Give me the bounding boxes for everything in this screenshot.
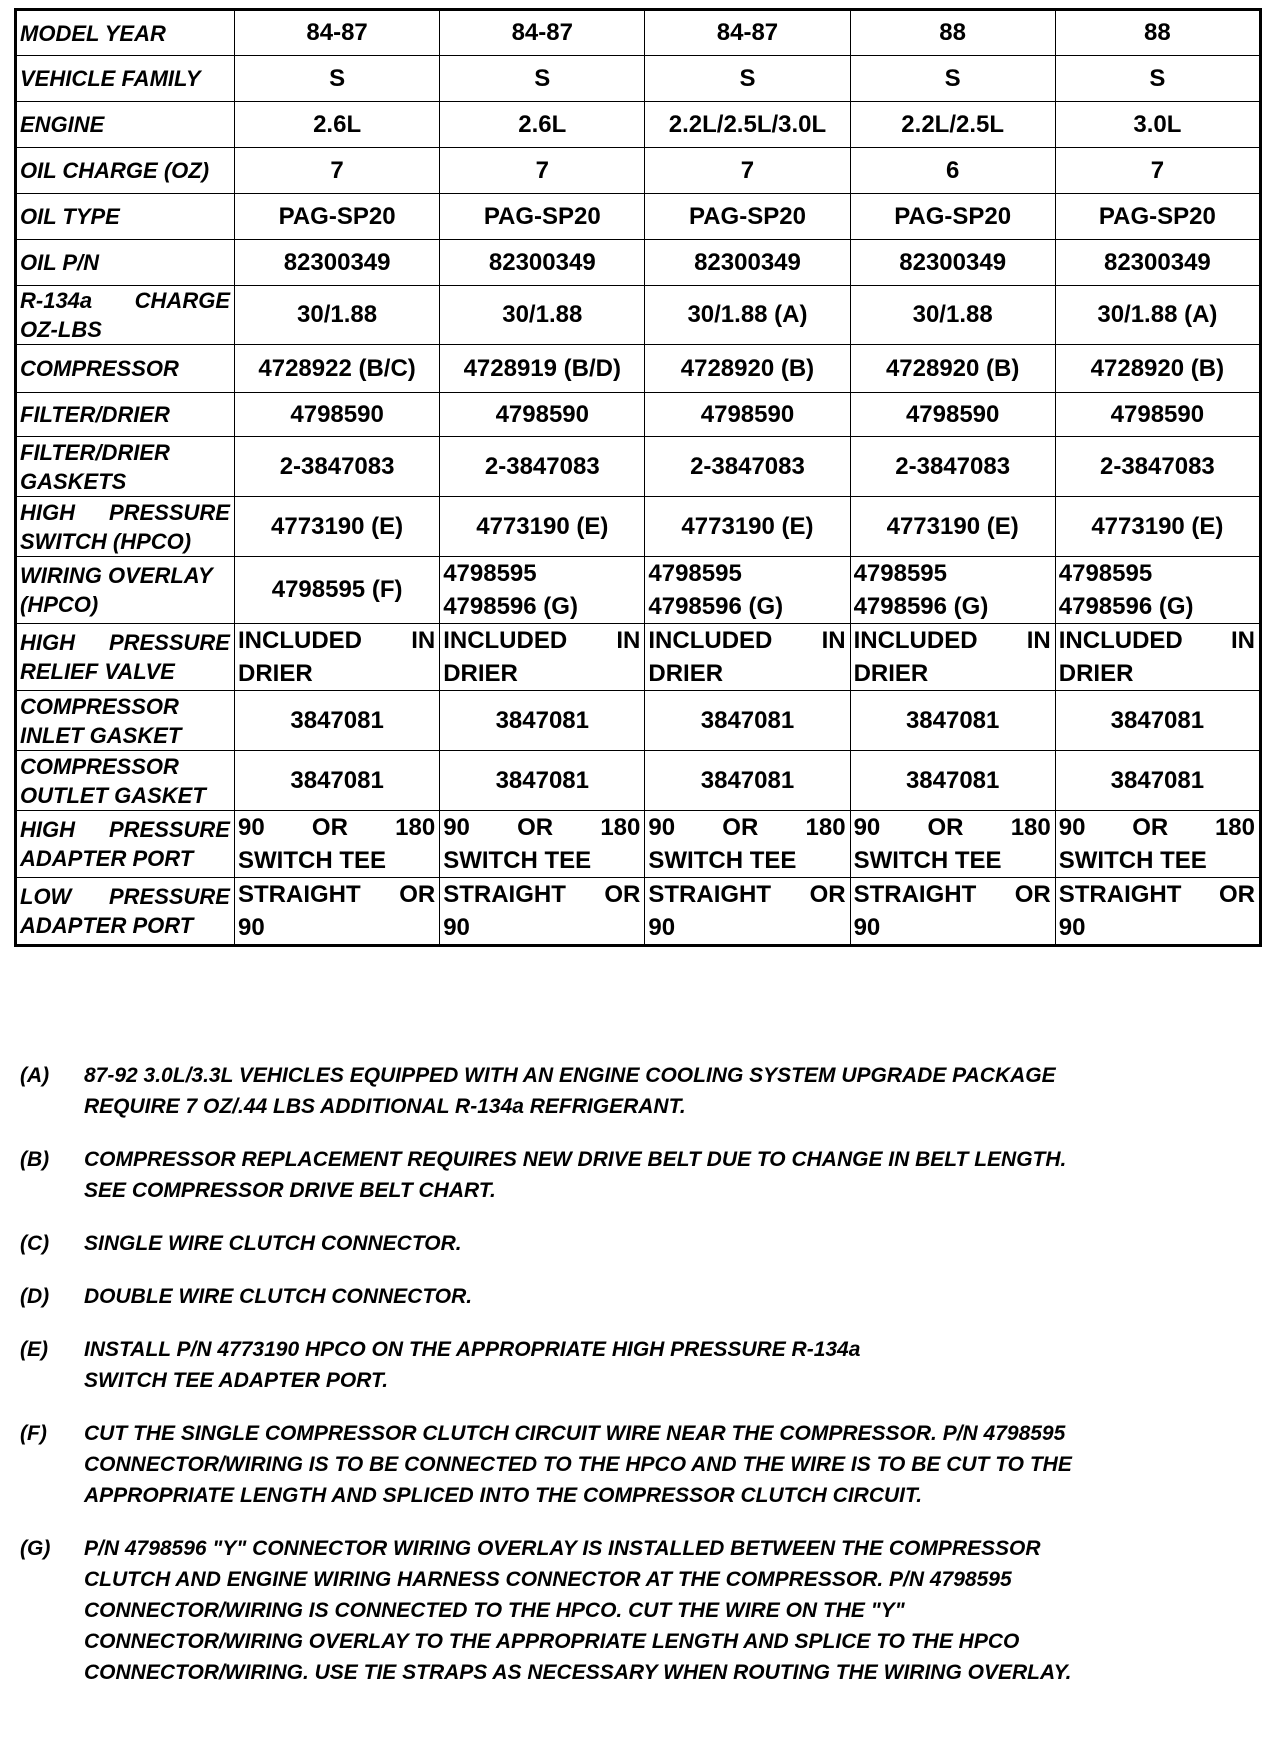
- footnote-key: (G): [20, 1537, 51, 1560]
- table-row-model-year: [16, 10, 1261, 56]
- table-cell: 4798590: [440, 393, 645, 437]
- table-cell: STRAIGHT OR 90: [440, 878, 645, 946]
- table-cell: 3847081: [440, 691, 645, 751]
- table-cell: 90 OR 180 SWITCH TEE: [1055, 811, 1260, 878]
- footnote-line: 87-92 3.0L/3.3L VEHICLES EQUIPPED WITH AN ENGINE COOLING SYSTEM UPGRADE PACKAGE: [84, 1064, 1056, 1087]
- table-cell: 2.6L: [440, 102, 645, 148]
- table-row-filter-drier-gaskets: [16, 437, 1261, 497]
- footnote-line: CUT THE SINGLE COMPRESSOR CLUTCH CIRCUIT WIRE NEAR THE COMPRESSOR. P/N 4798595: [84, 1422, 1066, 1445]
- table-cell: 88: [1055, 10, 1260, 56]
- table-cell: PAG-SP20: [1055, 194, 1260, 240]
- table-cell: STRAIGHT OR 90: [1055, 878, 1260, 946]
- table-cell: 4798595 4798596 (G): [1055, 557, 1260, 624]
- row-label: R-134a CHARGE OZ-LBS: [16, 286, 235, 345]
- footnote-line: CONNECTOR/WIRING IS TO BE CONNECTED TO THE HPCO AND THE WIRE IS TO BE CUT TO THE: [84, 1453, 1072, 1476]
- table-row-high-pressure-adapter-port: [16, 811, 1261, 878]
- footnote-text: [84, 1060, 1260, 1122]
- table-cell: 4728919 (B/D): [440, 345, 645, 393]
- footnote-key: (E): [20, 1338, 48, 1361]
- table-cell: 30/1.88: [850, 286, 1055, 345]
- table-cell: 4728922 (B/C): [235, 345, 440, 393]
- table-cell: 84-87: [440, 10, 645, 56]
- ac-spec-table: [14, 8, 1262, 947]
- table-row-filter-drier: [16, 393, 1261, 437]
- footnote-key: (A): [20, 1064, 50, 1087]
- table-cell: 6: [850, 148, 1055, 194]
- table-cell: 82300349: [850, 240, 1055, 286]
- table-cell: STRAIGHT OR 90: [645, 878, 850, 946]
- footnote-line: SINGLE WIRE CLUTCH CONNECTOR.: [84, 1232, 462, 1255]
- table-cell: 3.0L: [1055, 102, 1260, 148]
- table-row-vehicle-family: [16, 56, 1261, 102]
- table-cell: 90 OR 180 SWITCH TEE: [850, 811, 1055, 878]
- table-cell: 84-87: [645, 10, 850, 56]
- table-cell: S: [440, 56, 645, 102]
- table-cell: PAG-SP20: [440, 194, 645, 240]
- table-cell: 3847081: [1055, 691, 1260, 751]
- footnote-line: INSTALL P/N 4773190 HPCO ON THE APPROPRIATE HIGH PRESSURE R-134a: [84, 1338, 861, 1361]
- footnote-line: SWITCH TEE ADAPTER PORT.: [84, 1369, 389, 1392]
- footnote-key: (F): [20, 1422, 47, 1445]
- row-label: OIL CHARGE (OZ): [16, 148, 235, 194]
- table-cell: 4798595 4798596 (G): [850, 557, 1055, 624]
- footnote-c: [20, 1228, 1260, 1259]
- table-cell: INCLUDED IN DRIER: [850, 624, 1055, 691]
- row-label: LOW PRESSURE ADAPTER PORT: [16, 878, 235, 946]
- footnote-key: (D): [20, 1285, 50, 1308]
- footnote-e: [20, 1334, 1260, 1396]
- table-cell: 90 OR 180 SWITCH TEE: [440, 811, 645, 878]
- row-label: COMPRESSOR: [16, 345, 235, 393]
- table-cell: 2.2L/2.5L: [850, 102, 1055, 148]
- table-row-high-pressure-relief-valve: [16, 624, 1261, 691]
- footnote-text: [84, 1533, 1260, 1688]
- footnote-text: [84, 1144, 1260, 1206]
- table-cell: 30/1.88: [440, 286, 645, 345]
- table-cell: 90 OR 180 SWITCH TEE: [645, 811, 850, 878]
- table-cell: 4728920 (B): [645, 345, 850, 393]
- table-row-compressor: [16, 345, 1261, 393]
- footnote-line: CONNECTOR/WIRING OVERLAY TO THE APPROPRIATE LENGTH AND SPLICE TO THE HPCO: [84, 1630, 1020, 1653]
- footnote-line: COMPRESSOR REPLACEMENT REQUIRES NEW DRIVE BELT DUE TO CHANGE IN BELT LENGTH.: [84, 1148, 1067, 1171]
- table-cell: 2.6L: [235, 102, 440, 148]
- table-cell: 82300349: [440, 240, 645, 286]
- spec-sheet: [14, 8, 1264, 947]
- footnote-line: DOUBLE WIRE CLUTCH CONNECTOR.: [84, 1285, 473, 1308]
- footnote-key: (B): [20, 1148, 50, 1171]
- table-cell: INCLUDED IN DRIER: [645, 624, 850, 691]
- table-cell: 3847081: [1055, 751, 1260, 811]
- row-label: COMPRESSOR INLET GASKET: [16, 691, 235, 751]
- table-cell: 4798590: [645, 393, 850, 437]
- table-cell: 3847081: [645, 751, 850, 811]
- footnote-line: P/N 4798596 "Y" CONNECTOR WIRING OVERLAY IS INSTALLED BETWEEN THE COMPRESSOR: [84, 1537, 1041, 1560]
- footnote-g: [20, 1533, 1260, 1688]
- table-cell: 4798595 4798596 (G): [440, 557, 645, 624]
- table-cell: 88: [850, 10, 1055, 56]
- table-row-wiring-overlay-hpco: [16, 557, 1261, 624]
- table-cell: 4798590: [1055, 393, 1260, 437]
- table-cell: 4773190 (E): [850, 497, 1055, 557]
- footnote-line: CONNECTOR/WIRING. USE TIE STRAPS AS NECESSARY WHEN ROUTING THE WIRING OVERLAY.: [84, 1661, 1072, 1684]
- row-label: HIGH PRESSURE RELIEF VALVE: [16, 624, 235, 691]
- table-cell: 4773190 (E): [1055, 497, 1260, 557]
- table-cell: 4773190 (E): [645, 497, 850, 557]
- table-row-r-134a-charge-oz-lbs: [16, 286, 1261, 345]
- table-cell: 2-3847083: [1055, 437, 1260, 497]
- footnote-line: SEE COMPRESSOR DRIVE BELT CHART.: [84, 1179, 496, 1202]
- row-label: VEHICLE FAMILY: [16, 56, 235, 102]
- table-cell: 3847081: [850, 691, 1055, 751]
- table-row-compressor-inlet-gasket: [16, 691, 1261, 751]
- table-cell: STRAIGHT OR 90: [235, 878, 440, 946]
- table-cell: S: [1055, 56, 1260, 102]
- table-cell: STRAIGHT OR 90: [850, 878, 1055, 946]
- row-label: MODEL YEAR: [16, 10, 235, 56]
- table-cell: 4798590: [235, 393, 440, 437]
- table-row-compressor-outlet-gasket: [16, 751, 1261, 811]
- footnote-d: [20, 1281, 1260, 1312]
- table-cell: PAG-SP20: [850, 194, 1055, 240]
- footnote-text: [84, 1281, 1260, 1312]
- table-cell: 7: [440, 148, 645, 194]
- table-cell: 30/1.88 (A): [645, 286, 850, 345]
- table-cell: S: [235, 56, 440, 102]
- row-label: ENGINE: [16, 102, 235, 148]
- footnote-text: [84, 1334, 1260, 1396]
- footnote-text: [84, 1418, 1260, 1511]
- table-cell: 30/1.88: [235, 286, 440, 345]
- table-cell: 2-3847083: [235, 437, 440, 497]
- table-cell: 4728920 (B): [1055, 345, 1260, 393]
- table-cell: 3847081: [850, 751, 1055, 811]
- footnotes: [20, 1060, 1260, 1688]
- table-cell: 82300349: [645, 240, 850, 286]
- table-cell: 2-3847083: [645, 437, 850, 497]
- table-row-oil-type: [16, 194, 1261, 240]
- table-cell: 84-87: [235, 10, 440, 56]
- table-cell: 3847081: [645, 691, 850, 751]
- footnote-b: [20, 1144, 1260, 1206]
- row-label: WIRING OVERLAY (HPCO): [16, 557, 235, 624]
- table-row-engine: [16, 102, 1261, 148]
- table-cell: 3847081: [235, 751, 440, 811]
- table-row-high-pressure-switch-hpco: [16, 497, 1261, 557]
- row-label: OIL TYPE: [16, 194, 235, 240]
- footnote-f: [20, 1418, 1260, 1511]
- table-cell: S: [850, 56, 1055, 102]
- table-row-oil-p-n: [16, 240, 1261, 286]
- footnote-key: (C): [20, 1232, 50, 1255]
- footnote-line: CLUTCH AND ENGINE WIRING HARNESS CONNECTOR AT THE COMPRESSOR. P/N 4798595: [84, 1568, 1012, 1591]
- table-cell: PAG-SP20: [235, 194, 440, 240]
- footnote-line: CONNECTOR/WIRING IS CONNECTED TO THE HPCO. CUT THE WIRE ON THE "Y": [84, 1599, 905, 1622]
- table-cell: 3847081: [440, 751, 645, 811]
- table-cell: 4798590: [850, 393, 1055, 437]
- table-cell: 3847081: [235, 691, 440, 751]
- table-cell: 82300349: [1055, 240, 1260, 286]
- table-cell: 7: [645, 148, 850, 194]
- table-cell: 82300349: [235, 240, 440, 286]
- row-label: COMPRESSOR OUTLET GASKET: [16, 751, 235, 811]
- row-label: HIGH PRESSURE ADAPTER PORT: [16, 811, 235, 878]
- table-cell: 4798595 (F): [235, 557, 440, 624]
- table-cell: 4773190 (E): [440, 497, 645, 557]
- table-cell: 2.2L/2.5L/3.0L: [645, 102, 850, 148]
- footnote-line: REQUIRE 7 OZ/.44 LBS ADDITIONAL R-134a REFRIGERANT.: [84, 1095, 686, 1118]
- row-label: HIGH PRESSURE SWITCH (HPCO): [16, 497, 235, 557]
- table-cell: PAG-SP20: [645, 194, 850, 240]
- table-cell: 7: [235, 148, 440, 194]
- table-cell: 4728920 (B): [850, 345, 1055, 393]
- table-cell: 2-3847083: [440, 437, 645, 497]
- table-cell: INCLUDED IN DRIER: [1055, 624, 1260, 691]
- table-cell: 4773190 (E): [235, 497, 440, 557]
- table-cell: INCLUDED IN DRIER: [440, 624, 645, 691]
- table-row-low-pressure-adapter-port: [16, 878, 1261, 946]
- table-cell: 4798595 4798596 (G): [645, 557, 850, 624]
- row-label: FILTER/DRIER: [16, 393, 235, 437]
- table-cell: 7: [1055, 148, 1260, 194]
- table-row-oil-charge-oz: [16, 148, 1261, 194]
- row-label: FILTER/DRIER GASKETS: [16, 437, 235, 497]
- row-label: OIL P/N: [16, 240, 235, 286]
- table-cell: 90 OR 180 SWITCH TEE: [235, 811, 440, 878]
- table-cell: INCLUDED IN DRIER: [235, 624, 440, 691]
- table-cell: S: [645, 56, 850, 102]
- footnote-text: [84, 1228, 1260, 1259]
- footnote-line: APPROPRIATE LENGTH AND SPLICED INTO THE COMPRESSOR CLUTCH CIRCUIT.: [84, 1484, 923, 1507]
- footnote-a: [20, 1060, 1260, 1122]
- table-cell: 2-3847083: [850, 437, 1055, 497]
- table-cell: 30/1.88 (A): [1055, 286, 1260, 345]
